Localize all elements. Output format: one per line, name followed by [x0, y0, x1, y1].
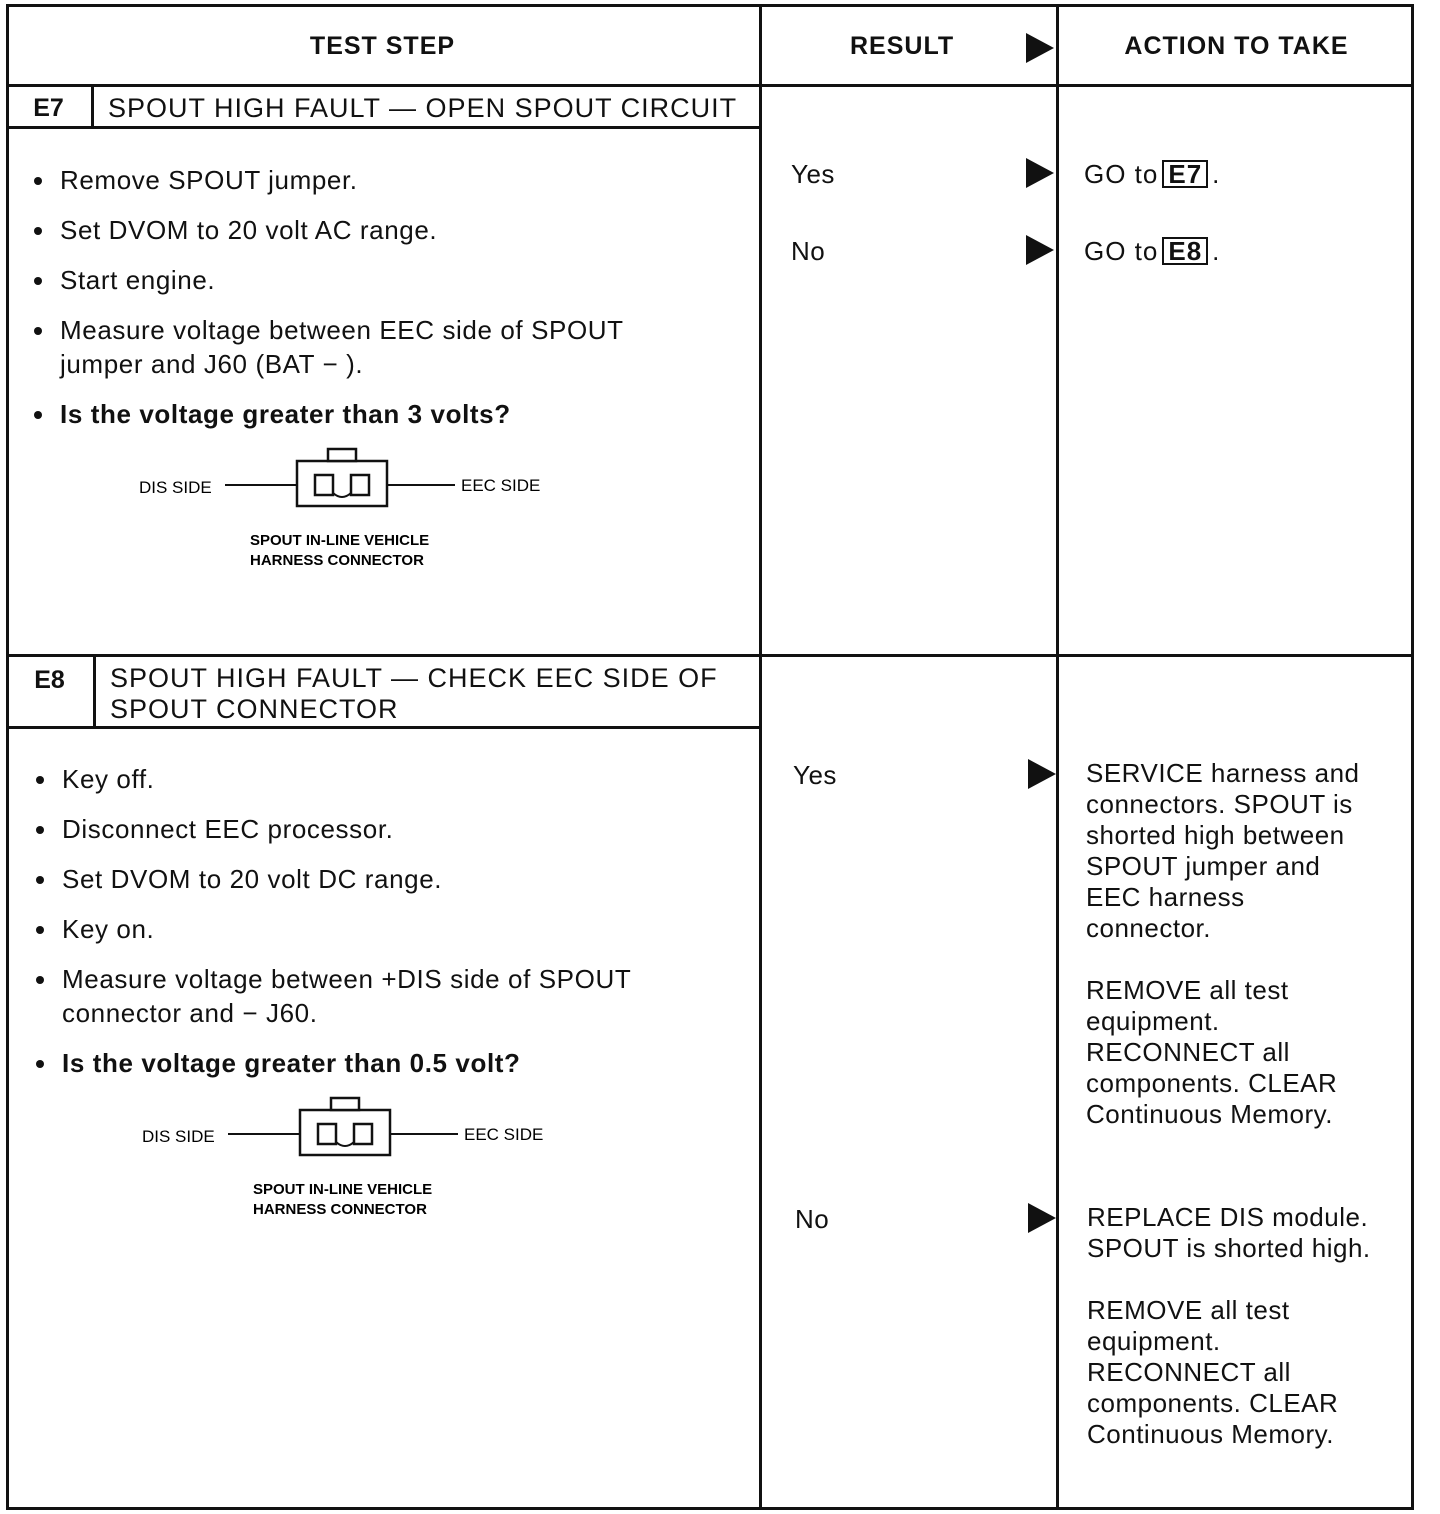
e7-title-underline [6, 126, 759, 129]
e8-id-divider [93, 654, 96, 729]
e7-id-divider [91, 84, 94, 129]
header-divider [6, 84, 1414, 87]
header-action: ACTION TO TAKE [1124, 32, 1349, 60]
goto-period: . [1212, 236, 1221, 266]
e7-result-yes: Yes [791, 159, 835, 189]
divider-result [759, 4, 762, 1510]
goto-text: GO to [1084, 236, 1159, 266]
header-result: RESULT [850, 32, 955, 60]
section-divider [6, 654, 1414, 657]
divider-action [1056, 4, 1059, 1510]
e7-action-no [1084, 236, 1220, 267]
list-item: Key on. [34, 912, 714, 946]
spout-connector-diagram-e7 [135, 445, 575, 585]
connector-pin-left [315, 475, 333, 495]
step-id-e7: E7 [33, 94, 64, 122]
list-item: Remove SPOUT jumper. [32, 163, 712, 197]
list-item: Set DVOM to 20 volt DC range. [34, 862, 714, 896]
e8-instructions [34, 762, 714, 1096]
e8-result-no: No [795, 1204, 830, 1234]
list-item: Disconnect EEC processor. [34, 812, 714, 846]
arrow-icon [1028, 759, 1056, 789]
e7-result-no: No [791, 236, 826, 266]
diagram-caption-line1: SPOUT IN-LINE VEHICLE [253, 1181, 433, 1198]
e8-result-yes: Yes [793, 760, 837, 790]
goto-text: GO to [1084, 159, 1159, 189]
list-item: Measure voltage between EEC side of SPOUT jumper and J60 (BAT − ). [32, 313, 712, 381]
e8-title-underline [6, 726, 759, 729]
connector-body [300, 1110, 390, 1155]
question-item: Is the voltage greater than 3 volts? [32, 397, 712, 431]
connector-tab [331, 1098, 359, 1110]
e7-instructions [32, 163, 712, 447]
list-item: Measure voltage between +DIS side of SPOUT connector and − J60. [34, 962, 714, 1030]
list-item: Set DVOM to 20 volt AC range. [32, 213, 712, 247]
eec-side-label: EEC SIDE [461, 476, 541, 495]
list-item: Key off. [34, 762, 714, 796]
connector-pin-right [354, 1124, 372, 1144]
step-id-e8: E8 [34, 666, 65, 694]
step-ref-e7[interactable]: E7 [1162, 160, 1208, 188]
arrow-icon [1028, 1203, 1056, 1233]
question-item: Is the voltage greater than 0.5 volt? [34, 1046, 714, 1080]
connector-pin-left [318, 1124, 336, 1144]
step-title-e8: SPOUT HIGH FAULT — CHECK EEC SIDE OF SPOUT CONNECTOR [110, 663, 718, 724]
dis-side-label: DIS SIDE [139, 478, 212, 497]
e8-action-no: REPLACE DIS module. SPOUT is shorted high. REMOVE all test equipment. RECONNECT all components. CLEAR Continuous Memory. [1087, 1202, 1371, 1449]
eec-side-label: EEC SIDE [464, 1125, 544, 1144]
connector-tab [328, 449, 356, 461]
header-arrow-icon [1026, 33, 1054, 63]
diagram-caption-line2: HARNESS CONNECTOR [253, 1201, 427, 1218]
e7-action-yes [1084, 159, 1220, 190]
list-item: Start engine. [32, 263, 712, 297]
connector-body [297, 461, 387, 506]
step-ref-e8[interactable]: E8 [1162, 237, 1208, 265]
spout-connector-diagram-e8 [138, 1094, 578, 1234]
connector-pin-right [351, 475, 369, 495]
arrow-icon [1026, 158, 1054, 188]
step-title-e7: SPOUT HIGH FAULT — OPEN SPOUT CIRCUIT [108, 93, 738, 123]
e8-action-yes: SERVICE harness and connectors. SPOUT is shorted high between SPOUT jumper and EEC harness connector. REMOVE all test equipment. RECONNECT all components. CLEAR Continuous Memory. [1086, 758, 1360, 1129]
arrow-icon [1026, 235, 1054, 265]
header-test-step: TEST STEP [309, 32, 456, 60]
diagram-caption-line1: SPOUT IN-LINE VEHICLE [250, 532, 430, 549]
diagram-caption-line2: HARNESS CONNECTOR [250, 552, 424, 569]
dis-side-label: DIS SIDE [142, 1127, 215, 1146]
goto-period: . [1212, 159, 1221, 189]
